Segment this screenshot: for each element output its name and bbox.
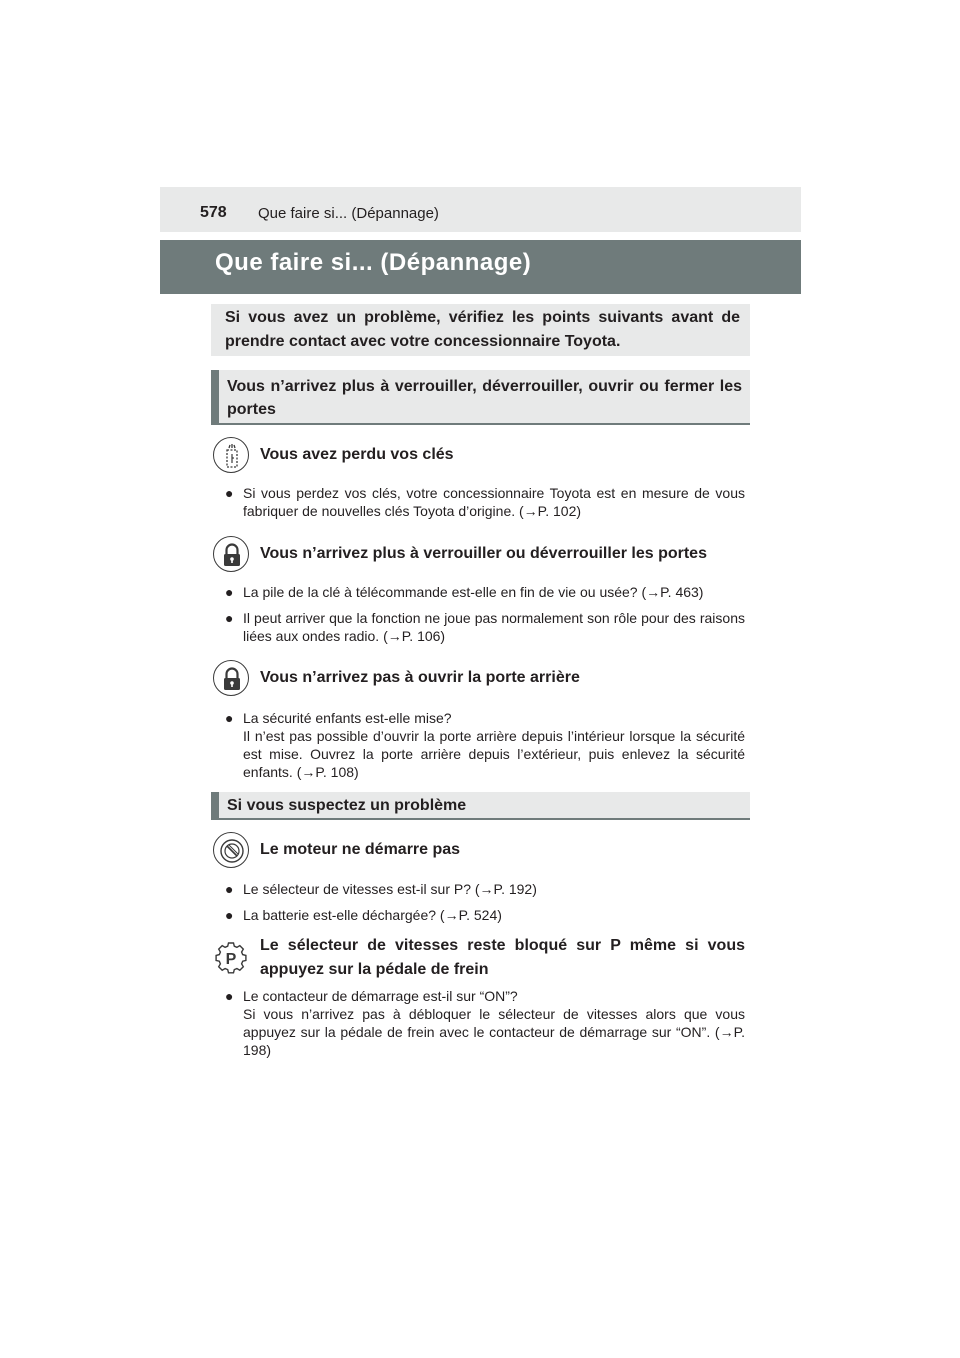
subheading-cannot-lock: Vous n’arrivez plus à verrouiller ou déverrouiller les portes <box>260 545 707 562</box>
bullet-start-switch-question: Le contacteur de démarrage est-il sur “ON”? <box>243 988 518 1004</box>
bullet-child-lock <box>243 709 745 781</box>
bullet-glyph: ● <box>225 485 234 501</box>
section-heading-problem <box>211 792 750 820</box>
running-title: Que faire si... (Dépannage) <box>258 205 439 222</box>
lock-icon <box>213 536 249 572</box>
subheading-rear-door: Vous n’arrivez pas à ouvrir la porte arrière <box>260 669 580 686</box>
bullet-child-lock-detail: Il n’est pas possible d’ouvrir la porte arrière depuis l’intérieur lorsque la sécurité est mise. Ouvrez la porte arrière depuis l’extérieur, puis enlevez la sécurité enfants. (→P. 108) <box>243 728 745 780</box>
bullet-radio-waves: Il peut arriver que la fonction ne joue pas normalement son rôle pour des raisons liées aux ondes radio. (→P. 106) <box>243 610 745 644</box>
svg-text:P: P <box>225 951 237 968</box>
bullet-glyph: ● <box>225 907 234 923</box>
page-number: 578 <box>200 204 227 221</box>
bullet-start-switch-detail: Si vous n’arrivez pas à débloquer le sélecteur de vitesses alors que vous appuyez sur la pédale de frein avec le contacteur de démarrage sur “ON”. (→P. 198) <box>243 1006 745 1058</box>
page-title: Que faire si... (Dépannage) <box>215 249 532 276</box>
running-header-band <box>160 187 801 232</box>
bullet-child-lock-question: La sécurité enfants est-elle mise? <box>243 710 452 726</box>
section-heading-doors-text: Vous n’arrivez plus à verrouiller, déverrouiller, ouvrir ou fermer les portes <box>227 378 742 418</box>
gear-p-icon <box>213 940 249 976</box>
bullet-start-switch-on <box>243 987 745 1059</box>
intro-text: Si vous avez un problème, vérifiez les points suivants avant de prendre contact avec votre concessionnaire Toyota. <box>225 309 740 350</box>
engine-switch-icon <box>213 832 249 868</box>
bullet-remote-battery: La pile de la clé à télécommande est-elle en fin de vie ou usée? (→P. 463) <box>243 584 704 600</box>
subheading-shift-stuck: Le sélecteur de vitesses reste bloqué sur P même si vous appuyez sur la pédale de frein <box>260 937 745 978</box>
section-heading-problem-text: Si vous suspectez un problème <box>227 797 467 814</box>
bullet-lost-keys: Si vous perdez vos clés, votre concessionnaire Toyota est en mesure de vous fabriquer de nouvelles clés Toyota d’origine. (→P. 102) <box>243 485 745 519</box>
bullet-battery-discharged: La batterie est-elle déchargée? (→P. 524) <box>243 907 502 923</box>
section-heading-doors <box>211 370 750 425</box>
bullet-glyph: ● <box>225 710 234 726</box>
bullet-glyph: ● <box>225 610 234 626</box>
bullet-glyph: ● <box>225 881 234 897</box>
subheading-engine-no-start: Le moteur ne démarre pas <box>260 841 461 858</box>
key-icon <box>213 437 249 473</box>
subheading-lost-keys: Vous avez perdu vos clés <box>260 446 454 463</box>
lock-icon <box>213 660 249 696</box>
bullet-shift-in-p: Le sélecteur de vitesses est-il sur P? (→P. 192) <box>243 881 537 897</box>
bullet-glyph: ● <box>225 584 234 600</box>
bullet-glyph: ● <box>225 988 234 1004</box>
